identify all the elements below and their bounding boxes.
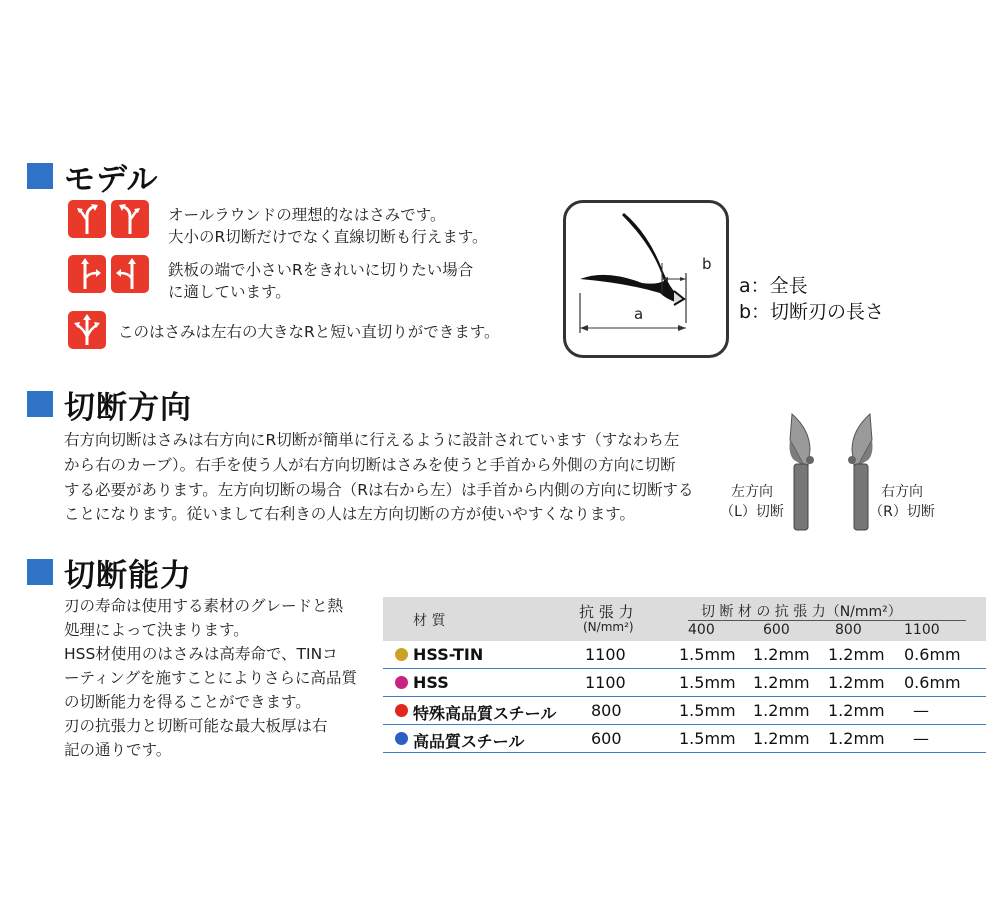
section-marker (27, 559, 53, 585)
cut-left-arrow-icon (111, 200, 149, 238)
section-marker (27, 391, 53, 417)
model-text-1a: オールラウンドの理想的なはさみです。 (168, 206, 446, 224)
capacity-text-2: 処理によって決まります。 (64, 621, 249, 639)
left-cut-label-2: （L）切断 (720, 504, 784, 520)
legend-a: a：全長 (739, 275, 808, 297)
header-col-600: 600 (763, 622, 790, 638)
thickness-800: 1.2mm (828, 645, 885, 664)
right-cut-label-2: （R）切断 (869, 504, 935, 520)
table-row (383, 697, 986, 725)
snips-outline-icon (566, 203, 726, 355)
model-text-3: このはさみは左右の大きなRと短い直切りができます。 (118, 323, 500, 341)
thickness-1100: — (913, 701, 929, 720)
material-name: HSS (413, 673, 449, 692)
snips-dimension-diagram (563, 200, 729, 358)
section-title-capacity: 切断能力 (64, 558, 192, 594)
grade-dot (395, 704, 408, 717)
thickness-400: 1.5mm (679, 673, 736, 692)
tensile-value: 600 (591, 729, 622, 748)
capacity-text-7: 記の通りです。 (64, 741, 172, 759)
thickness-800: 1.2mm (828, 729, 885, 748)
thickness-600: 1.2mm (753, 673, 810, 692)
diagram-label-a: a (634, 305, 644, 323)
thickness-800: 1.2mm (828, 673, 885, 692)
table-header (383, 597, 986, 641)
model-text-1b: 大小のR切断だけでなく直線切断も行えます。 (168, 228, 488, 246)
material-name: 特殊高品質スチール (413, 704, 557, 723)
capacity-text-1: 刃の寿命は使用する素材のグレードと熱 (64, 597, 344, 615)
thickness-400: 1.5mm (679, 701, 736, 720)
grade-dot (395, 732, 408, 745)
material-name: 高品質スチール (413, 732, 525, 751)
header-tensile-unit: (N/mm²) (583, 620, 634, 634)
cut-left-straight-icon (111, 255, 149, 293)
table-row (383, 669, 986, 697)
thickness-600: 1.2mm (753, 645, 810, 664)
thickness-600: 1.2mm (753, 729, 810, 748)
capacity-text-6: 刃の抗張力と切断可能な最大板厚は右 (64, 717, 328, 735)
direction-text-4: ことになります。従いまして右利きの人は左方向切断の方が使いやすくなります。 (64, 505, 636, 523)
header-divider (688, 620, 966, 621)
model-text-2b: に適しています。 (168, 283, 291, 301)
diagram-label-b: b (702, 255, 712, 273)
header-material: 材 質 (413, 613, 446, 629)
header-tensile: 抗 張 力 (579, 603, 634, 621)
section-title-model: モデル (64, 162, 159, 198)
left-cut-label-1: 左方向 (731, 484, 773, 500)
direction-text-1: 右方向切断はさみは右方向にR切断が簡単に行えるように設計されています（すなわち左 (64, 431, 680, 449)
tensile-value: 1100 (585, 673, 626, 692)
table-row (383, 725, 986, 753)
tensile-value: 1100 (585, 645, 626, 664)
grade-dot (395, 676, 408, 689)
section-marker (27, 163, 53, 189)
header-col-800: 800 (835, 622, 862, 638)
thickness-800: 1.2mm (828, 701, 885, 720)
header-col-1100: 1100 (904, 622, 940, 638)
table-row (383, 641, 986, 669)
capacity-text-5: の切断能力を得ることができます。 (64, 693, 311, 711)
thickness-1100: 0.6mm (904, 673, 961, 692)
material-name: HSS-TIN (413, 645, 484, 664)
capacity-table (383, 597, 986, 753)
legend-b: b：切断刃の長さ (739, 301, 885, 323)
capacity-text-3: HSS材使用のはさみは高寿命で、TINコ (64, 645, 338, 663)
grade-dot (395, 648, 408, 661)
right-cut-label-1: 右方向 (881, 484, 923, 500)
section-title-direction: 切断方向 (64, 390, 192, 426)
direction-text-3: する必要があります。左方向切断の場合（Rは右から左）は手首から内側の方向に切断する (64, 481, 694, 499)
thickness-400: 1.5mm (679, 645, 736, 664)
thickness-1100: — (913, 729, 929, 748)
header-cut-tensile: 切 断 材 の 抗 張 力（N/mm²） (701, 604, 902, 620)
tensile-value: 800 (591, 701, 622, 720)
capacity-text-4: ーティングを施すことによりさらに高品質 (64, 669, 357, 687)
thickness-400: 1.5mm (679, 729, 736, 748)
thickness-1100: 0.6mm (904, 645, 961, 664)
thickness-600: 1.2mm (753, 701, 810, 720)
direction-text-2: から右のカーブ）。右手を使う人が右方向切断はさみを使うと手首から外側の方向に切断 (64, 456, 676, 474)
header-col-400: 400 (688, 622, 715, 638)
cut-both-directions-icon (68, 311, 106, 349)
model-text-2a: 鉄板の端で小さいRをきれいに切りたい場合 (168, 261, 474, 279)
cut-right-arrow-icon (68, 200, 106, 238)
cut-right-straight-icon (68, 255, 106, 293)
